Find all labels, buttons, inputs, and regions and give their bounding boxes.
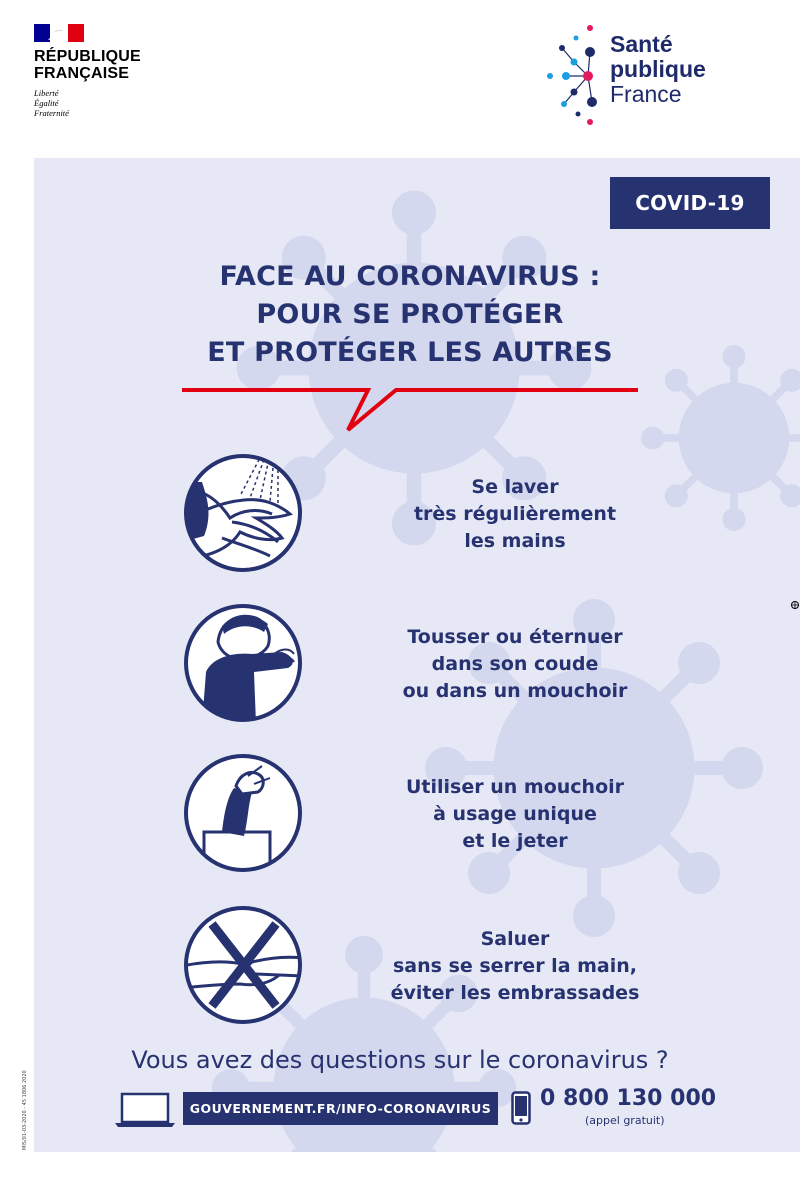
gesture-text-2: [330, 624, 700, 705]
gesture-2-line1: Tousser ou éternuer: [407, 626, 623, 648]
republique-motto: [34, 88, 69, 118]
republique-name: [34, 48, 141, 82]
phone-icon: [511, 1091, 531, 1125]
gesture-2-line2: dans son coude: [431, 653, 599, 675]
marianne-flag-icon: [34, 24, 84, 42]
hand-washing-icon: [182, 452, 304, 574]
gesture-text-3: [330, 774, 700, 855]
laptop-icon: [114, 1092, 176, 1128]
republique-name-line2: FRANÇAISE: [34, 65, 130, 82]
tissue-icon: [182, 752, 304, 874]
gesture-4-line2: sans se serrer la main,: [392, 955, 638, 977]
gesture-4-line3: éviter les embrassades: [390, 982, 640, 1004]
gesture-text-4: [330, 926, 700, 1007]
gesture-3-line1: Utiliser un mouchoir: [406, 776, 624, 798]
sante-publique-france-logo: [536, 22, 736, 132]
gesture-1-line1: Se laver: [471, 476, 559, 498]
gesture-4-line1: Saluer: [480, 928, 550, 950]
sante-publique-text: [610, 32, 706, 107]
footer-question: Vous avez des questions sur le coronavirus ?: [131, 1046, 669, 1074]
gesture-2-line3: ou dans un mouchoir: [402, 680, 628, 702]
info-coronavirus-link[interactable]: GOUVERNEMENT.FR/INFO-CORONAVIRUS: [183, 1092, 498, 1125]
motto-fraternite: Fraternité: [34, 108, 69, 118]
cough-elbow-icon: [182, 602, 304, 724]
title-line1: FACE AU CORONAVIRUS :: [219, 261, 601, 292]
sante-publique-line1: Santé: [610, 31, 673, 57]
motto-egalite: Égalité: [34, 98, 59, 108]
title-line3: ET PROTÉGER LES AUTRES: [207, 337, 613, 368]
covid-badge: COVID-19: [610, 177, 770, 229]
phone-number[interactable]: 0 800 130 000: [540, 1086, 717, 1111]
no-handshake-icon: [182, 904, 304, 1026]
sante-publique-line3: France: [610, 81, 682, 107]
title-line2: POUR SE PROTÉGER: [256, 299, 564, 330]
gesture-text-1: [330, 474, 700, 555]
gesture-1-line3: les mains: [464, 530, 566, 552]
speech-bubble-underline-icon: [180, 384, 640, 436]
motto-liberte: Liberté: [34, 88, 59, 98]
gesture-1-line2: très régulièrement: [413, 503, 617, 525]
sante-publique-network-icon: [536, 22, 612, 130]
registration-mark-icon: [790, 600, 800, 610]
print-reference-code: MIS/01-03-2020 - 45 1806 2020: [22, 1070, 28, 1150]
gesture-3-line3: et le jeter: [462, 830, 568, 852]
sante-publique-line2: publique: [610, 56, 706, 82]
republique-name-line1: RÉPUBLIQUE: [34, 48, 141, 65]
phone-note: (appel gratuit): [585, 1114, 665, 1127]
page-title: [100, 258, 720, 372]
gesture-3-line2: à usage unique: [433, 803, 597, 825]
